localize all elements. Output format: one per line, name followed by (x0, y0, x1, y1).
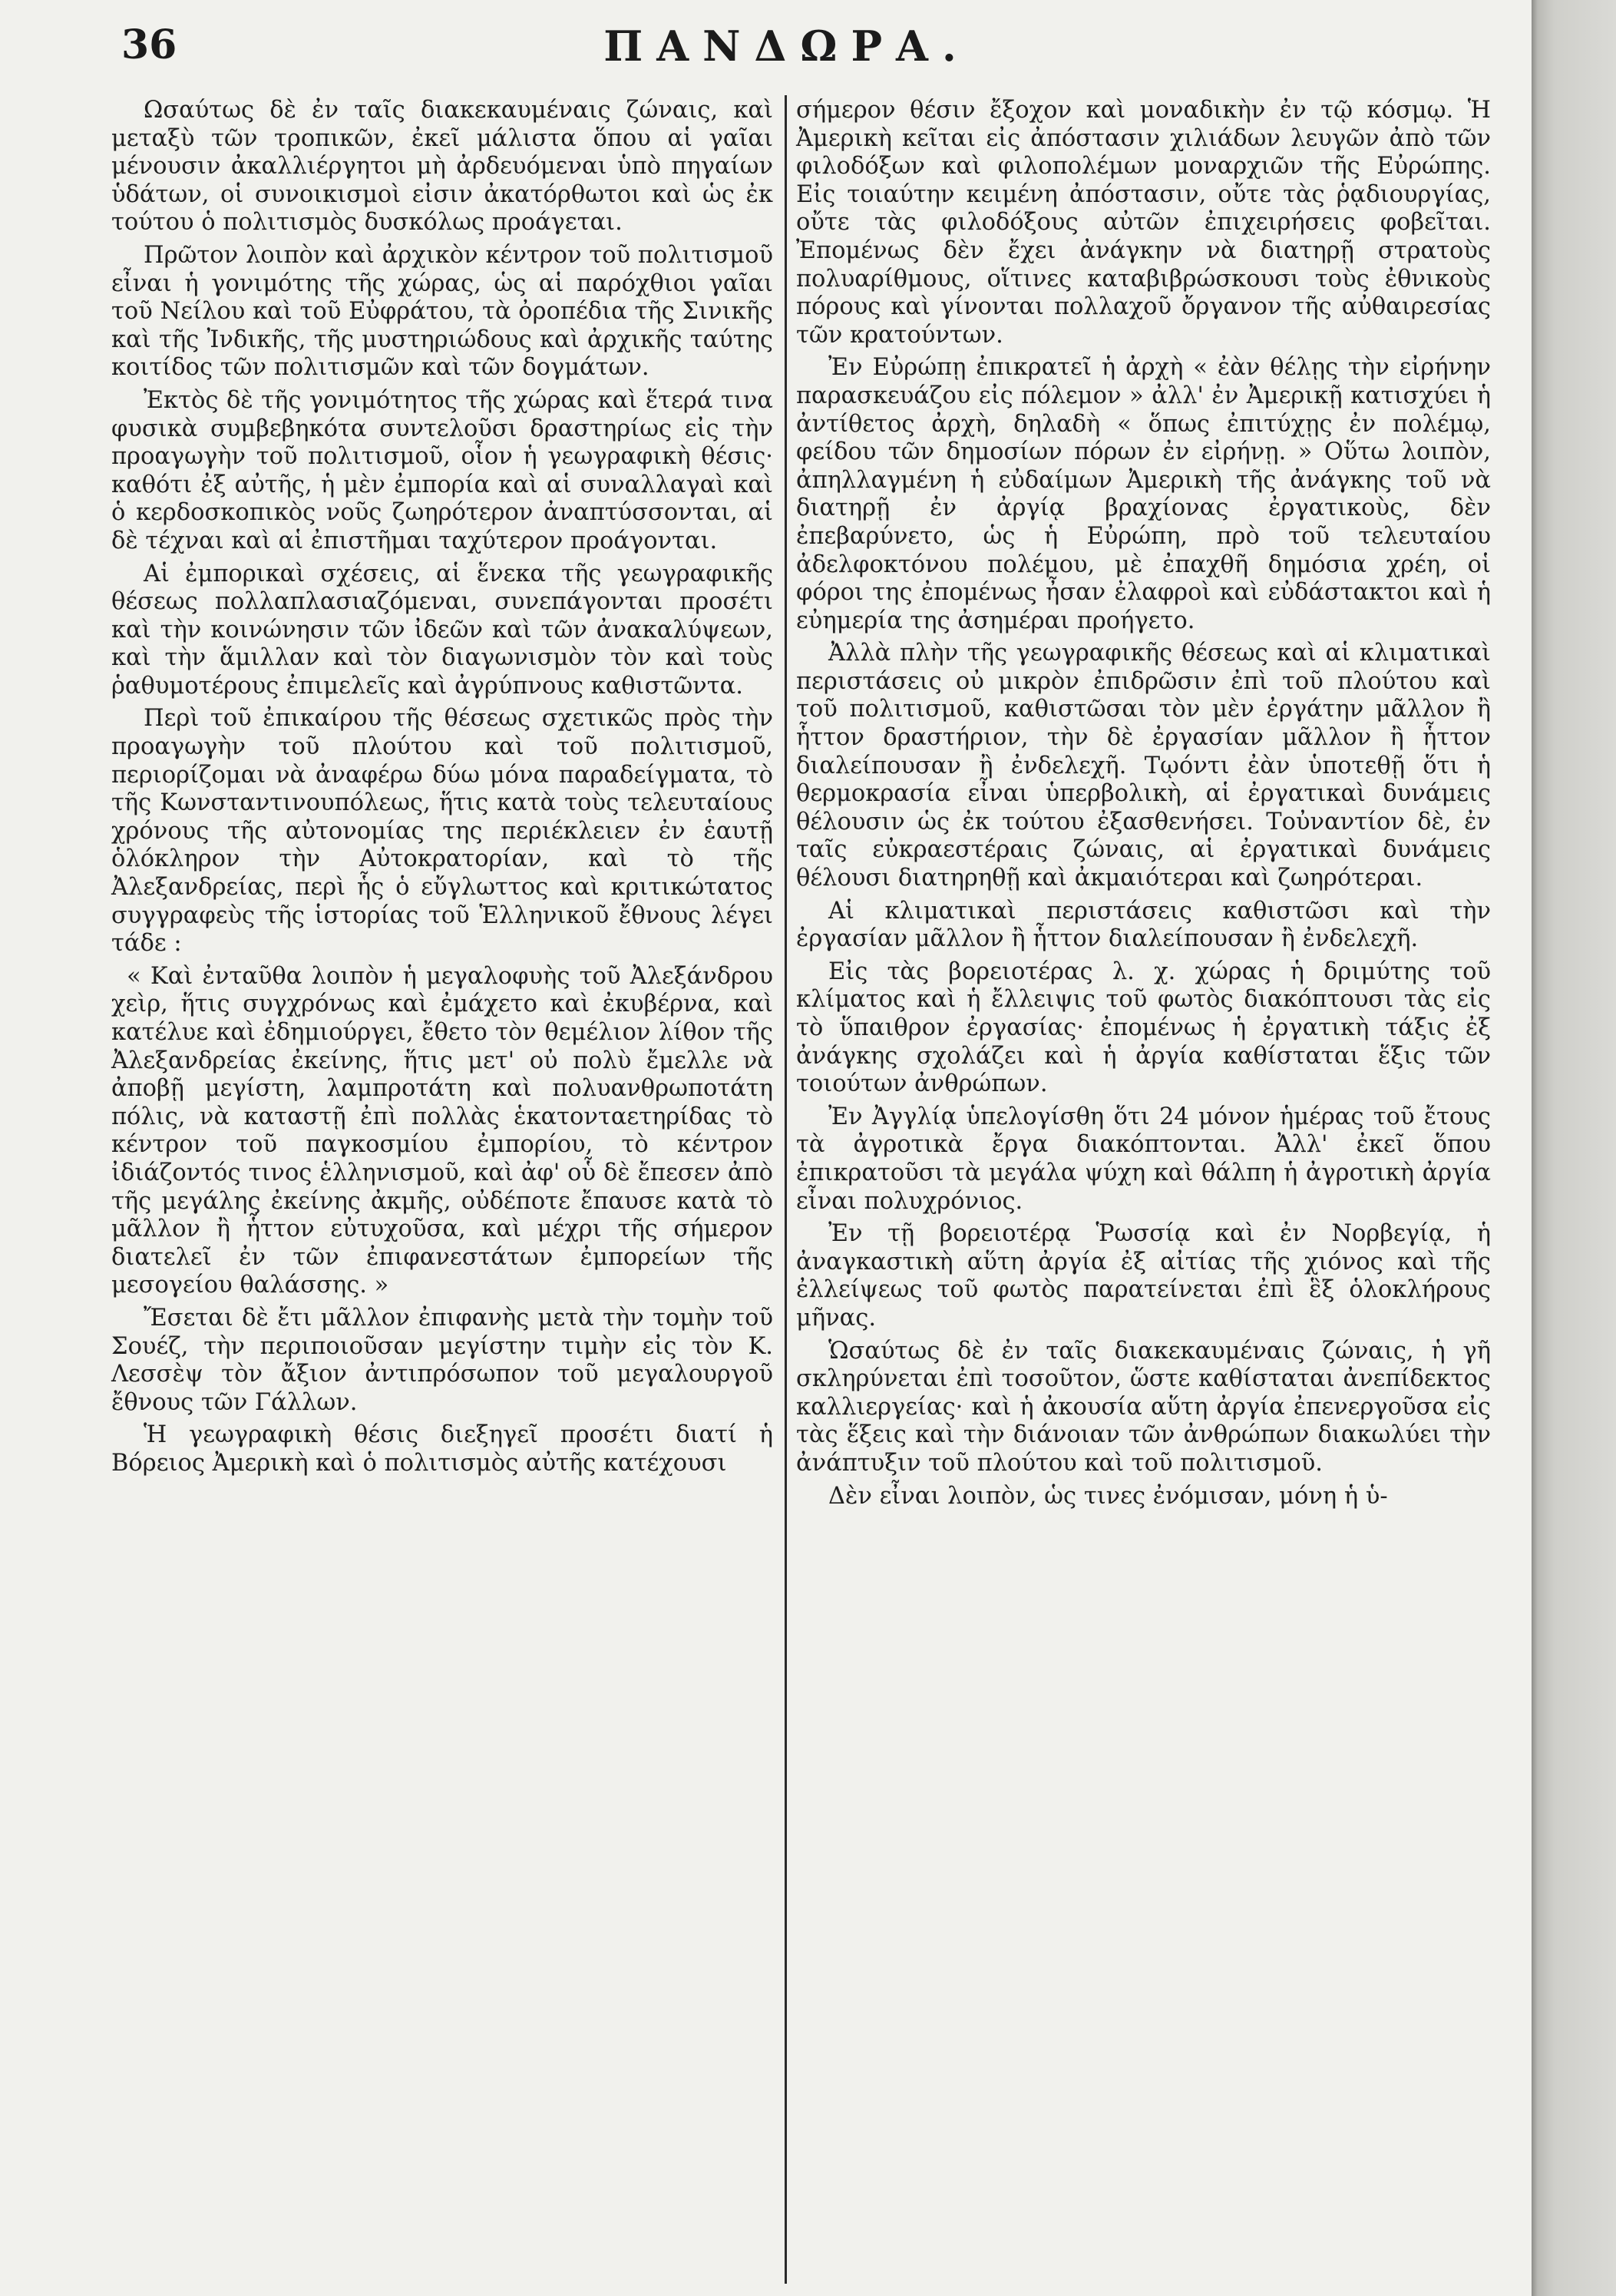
paragraph: Αἱ ἐμπορικαὶ σχέσεις, αἱ ἕνεκα τῆς γεωγραφικῆς θέσεως πολλαπλασιαζόμεναι, συνεπάγονται προσέτι καὶ τὴν κοινώνησιν τῶν ἰδεῶν καὶ τῶν ἀνακαλύψεων, καὶ τὴν ἅμιλλαν καὶ τὸν διαγωνισμὸν τὸν καὶ τοὺς ῥαθυμοτέρους ἐπιμελεῖς καὶ ἀγρύπνους καθιστῶντα. (111, 560, 773, 700)
paragraph: Ἐν Ἀγγλίᾳ ὑπελογίσθη ὅτι 24 μόνον ἡμέρας τοῦ ἔτους τὰ ἀγροτικὰ ἔργα διακόπτονται. Ἀλλ' ἐκεῖ ὅπου ἐπικρατοῦσι τὰ μεγάλα ψύχη καὶ θάλπη ἡ ἀγροτικὴ ἀργία εἶναι πολυχρόνιος. (796, 1103, 1491, 1215)
paragraph: Ἡ γεωγραφικὴ θέσις διεξηγεῖ προσέτι διατί ἡ Βόρειος Ἀμερικὴ καὶ ὁ πολιτισμὸς αὐτῆς κατέχουσι (111, 1421, 773, 1477)
paragraph: Εἰς τὰς βορειοτέρας λ. χ. χώρας ἡ δριμύτης τοῦ κλίματος καὶ ἡ ἔλλειψις τοῦ φωτὸς διακόπτουσι τὰς εἰς τὸ ὕπαιθρον ἐργασίας· ἐπομένως ἡ ἐργατικὴ τάξις ἐξ ἀνάγκης σχολάζει καὶ ἡ ἀργία καθίσταται ἕξις τῶν τοιούτων ἀνθρώπων. (796, 958, 1491, 1098)
block-quote: « Καὶ ἐνταῦθα λοιπὸν ἡ μεγαλοφυὴς τοῦ Ἀλεξάνδρου χεὶρ, ἥτις συγχρόνως καὶ ἐμάχετο καὶ ἐκυβέρνα, καὶ κατέλυε καὶ ἐδημιούργει, ἔθετο τὸν θεμέλιον λίθον τῆς Ἀλεξανδρείας ἐκείνης, ἥτις μετ' οὐ πολὺ ἔμελλε νὰ ἀποβῇ μεγίστη, λαμπροτάτη καὶ πολυανθρωποτάτη πόλις, νὰ καταστῇ ἐπὶ πολλὰς ἑκατονταετηρίδας τὸ κέντρον τοῦ παγκοσμίου ἐμπορίου, τὸ κέντρον ἰδιάζοντός τινος ἑλληνισμοῦ, καὶ ἀφ' οὗ δὲ ἔπεσεν ἀπὸ τῆς μεγάλης ἐκείνης ἀκμῆς, οὐδέποτε ἔπαυσε κατὰ τὸ μᾶλλον ἢ ἧττον εὐτυχοῦσα, καὶ μέχρι τῆς σήμερον διατελεῖ ἐν τῶν ἐπιφανεστάτων ἐμπορείων τῆς μεσογείου θαλάσσης. » (111, 962, 773, 1299)
paragraph: Ἐκτὸς δὲ τῆς γονιμότητος τῆς χώρας καὶ ἕτερά τινα φυσικὰ συμβεβηκότα συντελοῦσι δραστηρίως εἰς τὴν προαγωγὴν τοῦ πολιτισμοῦ, οἷον ἡ γεωγραφικὴ θέσις· καθότι ἐξ αὐτῆς, ἡ μὲν ἐμπορία καὶ αἱ συναλλαγαὶ καὶ ὁ κερδοσκοπικὸς νοῦς ζωηρότερον ἀναπτύσσονται, αἱ δὲ τέχναι καὶ αἱ ἐπιστῆμαι ταχύτερον προάγονται. (111, 386, 773, 554)
paragraph: Ἀλλὰ πλὴν τῆς γεωγραφικῆς θέσεως καὶ αἱ κλιματικαὶ περιστάσεις οὐ μικρὸν ἐπιδρῶσιν ἐπὶ τοῦ πλούτου καὶ τοῦ πολιτισμοῦ, καθιστῶσαι τὸν μὲν ἐργάτην μᾶλλον ἢ ἧττον δραστήριον, τὴν δὲ ἐργασίαν μᾶλλον ἢ ἧττον διαλείπουσαν ἢ ἐνδελεχῆ. Τῳόντι ἐὰν ὑποτεθῇ ὅτι ἡ θερμοκρασία εἶναι ὑπερβολικὴ, αἱ ἐργατικαὶ δυνάμεις θέλουσιν ὡς ἐκ τούτου ἐξασθενήσει. Τοὐναντίον δὲ, ἐν ταῖς εὐκραεστέραις ζώναις, αἱ ἐργατικαὶ δυνάμεις θέλουσι διατηρηθῇ καὶ ἀκμαιότεραι καὶ ζωηρότεραι. (796, 640, 1491, 892)
paragraph: Ωσαύτως δὲ ἐν ταῖς διακεκαυμέναις ζώναις, καὶ μεταξὺ τῶν τροπικῶν, ἐκεῖ μάλιστα ὅπου αἱ γαῖαι μένουσιν ἀκαλλιέργητοι μὴ ἀρδευόμεναι ὑπὸ πηγαίων ὑδάτων, οἱ συνοικισμοὶ εἰσιν ἀκατόρθωτοι καὶ ὡς ἐκ τούτου ὁ πολιτισμὸς δυσκόλως προάγεται. (111, 97, 773, 237)
paragraph: Ὡσαύτως δὲ ἐν ταῖς διακεκαυμέναις ζώναις, ἡ γῆ σκληρύνεται ἐπὶ τοσοῦτον, ὥστε καθίσταται ἀνεπίδεκτος καλλιεργείας· καὶ ἡ ἀκουσία αὕτη ἀργία ἐπενεργοῦσα εἰς τὰς ἕξεις καὶ τὴν διάνοιαν τῶν ἀνθρώπων διακωλύει τὴν ἀνάπτυξιν τοῦ πλούτου καὶ τοῦ πολιτισμοῦ. (796, 1337, 1491, 1477)
paragraph: Πρῶτον λοιπὸν καὶ ἀρχικὸν κέντρον τοῦ πολιτισμοῦ εἶναι ἡ γονιμότης τῆς χώρας, ὡς αἱ παρόχθιοι γαῖαι τοῦ Νείλου καὶ τοῦ Εὐφράτου, τὰ ὀροπέδια τῆς Σινικῆς καὶ τῆς Ἰνδικῆς, τῆς μυστηριώδους καὶ ἀρχικῆς ταύτης κοιτίδος τῶν πολιτισμῶν καὶ τῶν δογμάτων. (111, 241, 773, 382)
page-number: 36 (121, 22, 177, 68)
paragraph: Αἱ κλιματικαὶ περιστάσεις καθιστῶσι καὶ τὴν ἐργασίαν μᾶλλον ἢ ἧττον διαλείπουσαν ἢ ἐνδελεχῆ. (796, 897, 1491, 953)
paragraph: Ἐν Εὐρώπῃ ἐπικρατεῖ ἡ ἀρχὴ « ἐὰν θέλῃς τὴν εἰρήνην παρασκευάζου εἰς πόλεμον » ἀλλ' ἐν Ἀμερικῇ κατισχύει ἡ ἀντίθετος ἀρχὴ, δηλαδὴ « ὅπως ἐπιτύχῃς ἐν πολέμῳ, φείδου τῶν δημοσίων πόρων ἐν εἰρήνῃ. » Οὕτω λοιπὸν, ἀπηλλαγμένη ἡ εὐδαίμων Ἀμερικὴ τῆς ἀνάγκης τοῦ νὰ διατηρῇ ἐν ἀργίᾳ βραχίονας ἐργατικοὺς, δὲν ἐπεβαρύνετο, ὡς ἡ Εὐρώπη, πρὸ τοῦ τελευταίου ἀδελφοκτόνου πολέμου, μὲ ἐπαχθῆ δημόσια χρέη, οἱ φόροι της ἐπομένως ἦσαν ἐλαφροὶ καὶ εὐδάστακτοι καὶ ἡ εὐημερία της ἀσημέραι προήγετο. (796, 354, 1491, 634)
paragraph: Ἐν τῇ βορειοτέρᾳ Ῥωσσίᾳ καὶ ἐν Νορβεγίᾳ, ἡ ἀναγκαστικὴ αὕτη ἀργία ἐξ αἰτίας τῆς χιόνος καὶ τῆς ἐλλείψεως τοῦ φωτὸς παρατείνεται ἐπὶ ἓξ ὁλοκλήρους μῆνας. (796, 1220, 1491, 1332)
running-header (92, 22, 1482, 83)
right-column (796, 97, 1491, 1515)
left-column (111, 97, 773, 1483)
paragraph: Ἔσεται δὲ ἔτι μᾶλλον ἐπιφανὴς μετὰ τὴν τομὴν τοῦ Σουέζ, τὴν περιποιοῦσαν μεγίστην τιμὴν εἰς τὸν Κ. Λεσσὲψ τὸν ἄξιον ἀντιπρόσωπον τοῦ μεγαλουργοῦ ἔθνους τῶν Γάλλων. (111, 1304, 773, 1416)
page-edge-shadow (1532, 0, 1616, 2296)
paragraph: Περὶ τοῦ ἐπικαίρου τῆς θέσεως σχετικῶς πρὸς τὴν προαγωγὴν τοῦ πλούτου καὶ τοῦ πολιτισμοῦ, περιορίζομαι νὰ ἀναφέρω δύω μόνα παραδείγματα, τὸ τῆς Κωνσταντινουπόλεως, ἥτις κατὰ τοὺς τελευταίους χρόνους τῆς αὐτονομίας της περιέκλειεν ἐν ἑαυτῇ ὁλόκληρον τὴν Αὐτοκρατορίαν, καὶ τὸ τῆς Ἀλεξανδρείας, περὶ ἧς ὁ εὔγλωττος καὶ κριτικώτατος συγγραφεὺς τῆς ἱστορίας τοῦ Ἑλληνικοῦ ἔθνους λέγει τάδε : (111, 705, 773, 958)
journal-title: ΠΑΝΔΩΡΑ. (603, 22, 970, 71)
column-divider (785, 95, 787, 2284)
paragraph-continued: σήμερον θέσιν ἔξοχον καὶ μοναδικὴν ἐν τῷ κόσμῳ. Ἡ Ἀμερικὴ κεῖται εἰς ἀπόστασιν χιλιάδων λευγῶν ἀπὸ τῶν φιλοδόξων καὶ φιλοπολέμων μοναρχιῶν τῆς Εὐρώπης. Εἰς τοιαύτην κειμένη ἀπόστασιν, οὔτε τὰς ῥᾳδιουργίας, οὔτε τὰς φιλοδόξους αὐτῶν ἐπιχειρήσεις φοβεῖται. Ἐπομένως δὲν ἔχει ἀνάγκην νὰ διατηρῇ στρατοὺς πολυαρίθμους, οἵτινες καταβιβρώσκουσι τοὺς ἐθνικοὺς πόρους καὶ γίνονται πολλαχοῦ ὄργανον τῆς αὐθαιρεσίας τῶν κρατούντων. (796, 97, 1491, 349)
paragraph: Δὲν εἶναι λοιπὸν, ὡς τινες ἐνόμισαν, μόνη ἡ ὑ- (828, 1482, 1388, 1510)
